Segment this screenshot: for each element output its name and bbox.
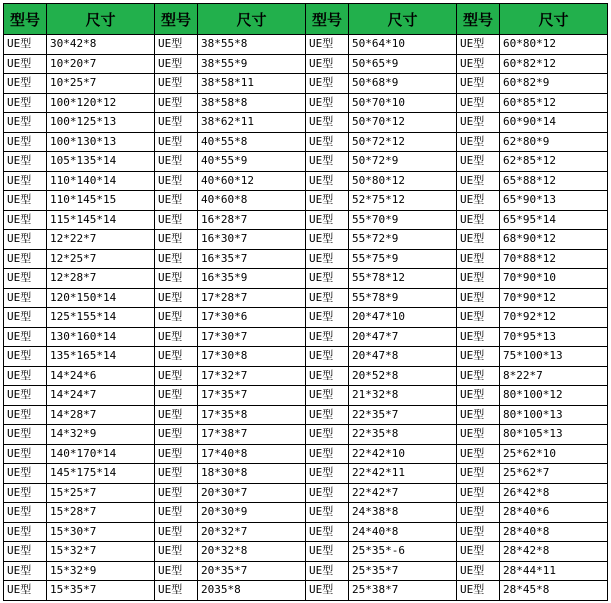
- table-row: [4, 464, 608, 484]
- size-cell: 17*35*8: [198, 405, 306, 425]
- type-cell: UE型: [155, 444, 198, 464]
- size-cell: 65*88*12: [500, 171, 608, 191]
- type-cell: UE型: [4, 171, 47, 191]
- table-row: [4, 308, 608, 328]
- size-cell: 25*35*-6: [349, 542, 457, 562]
- size-cell: 22*42*11: [349, 464, 457, 484]
- type-cell: UE型: [306, 210, 349, 230]
- type-cell: UE型: [4, 249, 47, 269]
- type-cell: UE型: [155, 483, 198, 503]
- size-cell: 17*35*7: [198, 386, 306, 406]
- size-cell: 22*42*10: [349, 444, 457, 464]
- size-cell: 55*75*9: [349, 249, 457, 269]
- size-cell: 65*95*14: [500, 210, 608, 230]
- size-cell: 55*70*9: [349, 210, 457, 230]
- type-cell: UE型: [457, 54, 500, 74]
- size-cell: 110*145*15: [47, 191, 155, 211]
- type-cell: UE型: [155, 54, 198, 74]
- type-cell: UE型: [306, 269, 349, 289]
- size-cell: 100*120*12: [47, 93, 155, 113]
- type-cell: UE型: [4, 405, 47, 425]
- type-cell: UE型: [306, 386, 349, 406]
- size-cell: 14*24*7: [47, 386, 155, 406]
- type-cell: UE型: [4, 308, 47, 328]
- type-cell: UE型: [306, 191, 349, 211]
- size-cell: 24*40*8: [349, 522, 457, 542]
- type-cell: UE型: [457, 74, 500, 94]
- type-cell: UE型: [457, 386, 500, 406]
- type-cell: UE型: [306, 288, 349, 308]
- type-cell: UE型: [4, 444, 47, 464]
- size-cell: 40*55*9: [198, 152, 306, 172]
- size-cell: 140*170*14: [47, 444, 155, 464]
- size-cell: 10*20*7: [47, 54, 155, 74]
- size-cell: 20*52*8: [349, 366, 457, 386]
- type-cell: UE型: [4, 386, 47, 406]
- size-cell: 125*155*14: [47, 308, 155, 328]
- type-cell: UE型: [4, 483, 47, 503]
- table-row: [4, 581, 608, 601]
- size-cell: 80*105*13: [500, 425, 608, 445]
- type-cell: UE型: [155, 132, 198, 152]
- type-cell: UE型: [4, 464, 47, 484]
- table-row: [4, 210, 608, 230]
- type-cell: UE型: [306, 581, 349, 601]
- type-cell: UE型: [155, 347, 198, 367]
- type-cell: UE型: [4, 347, 47, 367]
- type-cell: UE型: [155, 171, 198, 191]
- size-cell: 80*100*12: [500, 386, 608, 406]
- size-cell: 20*35*7: [198, 561, 306, 581]
- size-cell: 100*125*13: [47, 113, 155, 133]
- type-cell: UE型: [4, 35, 47, 55]
- type-cell: UE型: [306, 483, 349, 503]
- type-cell: UE型: [457, 230, 500, 250]
- size-cell: 50*72*12: [349, 132, 457, 152]
- size-cell: 20*30*7: [198, 483, 306, 503]
- type-cell: UE型: [306, 230, 349, 250]
- type-cell: UE型: [4, 191, 47, 211]
- size-cell: 52*75*12: [349, 191, 457, 211]
- type-cell: UE型: [306, 327, 349, 347]
- table-row: [4, 288, 608, 308]
- type-cell: UE型: [4, 74, 47, 94]
- type-cell: UE型: [457, 269, 500, 289]
- size-cell: 20*32*8: [198, 542, 306, 562]
- size-cell: 15*28*7: [47, 503, 155, 523]
- type-cell: UE型: [155, 269, 198, 289]
- type-cell: UE型: [155, 503, 198, 523]
- size-cell: 25*62*7: [500, 464, 608, 484]
- size-cell: 110*140*14: [47, 171, 155, 191]
- size-cell: 14*32*9: [47, 425, 155, 445]
- size-cell: 105*135*14: [47, 152, 155, 172]
- size-cell: 17*40*8: [198, 444, 306, 464]
- type-cell: UE型: [155, 308, 198, 328]
- size-cell: 80*100*13: [500, 405, 608, 425]
- type-cell: UE型: [306, 249, 349, 269]
- header-size-2: 尺寸: [198, 4, 306, 35]
- type-cell: UE型: [155, 327, 198, 347]
- type-cell: UE型: [155, 35, 198, 55]
- size-cell: 55*72*9: [349, 230, 457, 250]
- size-cell: 60*80*12: [500, 35, 608, 55]
- size-cell: 15*32*9: [47, 561, 155, 581]
- size-cell: 15*25*7: [47, 483, 155, 503]
- size-cell: 10*25*7: [47, 74, 155, 94]
- header-size-4: 尺寸: [500, 4, 608, 35]
- type-cell: UE型: [306, 308, 349, 328]
- size-cell: 100*130*13: [47, 132, 155, 152]
- type-cell: UE型: [4, 522, 47, 542]
- type-cell: UE型: [306, 35, 349, 55]
- type-cell: UE型: [457, 308, 500, 328]
- size-cell: 50*65*9: [349, 54, 457, 74]
- table-row: [4, 542, 608, 562]
- table-row: [4, 152, 608, 172]
- size-cell: 38*55*9: [198, 54, 306, 74]
- size-cell: 17*28*7: [198, 288, 306, 308]
- size-cell: 24*38*8: [349, 503, 457, 523]
- size-cell: 17*30*8: [198, 347, 306, 367]
- size-cell: 12*25*7: [47, 249, 155, 269]
- size-cell: 15*35*7: [47, 581, 155, 601]
- type-cell: UE型: [306, 405, 349, 425]
- type-cell: UE型: [4, 54, 47, 74]
- type-cell: UE型: [155, 191, 198, 211]
- size-cell: 38*55*8: [198, 35, 306, 55]
- size-cell: 135*165*14: [47, 347, 155, 367]
- size-cell: 50*70*10: [349, 93, 457, 113]
- table-row: [4, 132, 608, 152]
- type-cell: UE型: [4, 327, 47, 347]
- header-type-2: 型号: [155, 4, 198, 35]
- header-type-3: 型号: [306, 4, 349, 35]
- type-cell: UE型: [4, 561, 47, 581]
- size-cell: 115*145*14: [47, 210, 155, 230]
- type-cell: UE型: [457, 132, 500, 152]
- type-cell: UE型: [457, 249, 500, 269]
- size-cell: 28*40*6: [500, 503, 608, 523]
- type-cell: UE型: [4, 366, 47, 386]
- size-cell: 60*82*12: [500, 54, 608, 74]
- size-cell: 145*175*14: [47, 464, 155, 484]
- table-row: [4, 249, 608, 269]
- size-cell: 70*90*10: [500, 269, 608, 289]
- type-cell: UE型: [306, 561, 349, 581]
- type-cell: UE型: [306, 132, 349, 152]
- type-cell: UE型: [306, 171, 349, 191]
- type-cell: UE型: [306, 113, 349, 133]
- size-cell: 40*60*12: [198, 171, 306, 191]
- size-cell: 30*42*8: [47, 35, 155, 55]
- header-type-1: 型号: [4, 4, 47, 35]
- type-cell: UE型: [4, 132, 47, 152]
- type-cell: UE型: [457, 483, 500, 503]
- size-cell: 20*30*9: [198, 503, 306, 523]
- type-cell: UE型: [155, 386, 198, 406]
- type-cell: UE型: [155, 425, 198, 445]
- size-cell: 14*28*7: [47, 405, 155, 425]
- type-cell: UE型: [155, 366, 198, 386]
- type-cell: UE型: [457, 522, 500, 542]
- size-cell: 50*80*12: [349, 171, 457, 191]
- size-cell: 17*38*7: [198, 425, 306, 445]
- type-cell: UE型: [457, 464, 500, 484]
- size-cell: 50*72*9: [349, 152, 457, 172]
- size-cell: 20*47*8: [349, 347, 457, 367]
- size-cell: 17*30*7: [198, 327, 306, 347]
- table-row: [4, 405, 608, 425]
- type-cell: UE型: [457, 503, 500, 523]
- table-row: [4, 113, 608, 133]
- type-cell: UE型: [4, 269, 47, 289]
- size-cell: 16*35*9: [198, 269, 306, 289]
- type-cell: UE型: [4, 542, 47, 562]
- table-row: [4, 93, 608, 113]
- seal-size-table: [3, 3, 608, 601]
- type-cell: UE型: [306, 503, 349, 523]
- type-cell: UE型: [306, 74, 349, 94]
- size-cell: 25*35*7: [349, 561, 457, 581]
- type-cell: UE型: [155, 74, 198, 94]
- table-row: [4, 35, 608, 55]
- table-row: [4, 444, 608, 464]
- type-cell: UE型: [155, 288, 198, 308]
- type-cell: UE型: [155, 522, 198, 542]
- type-cell: UE型: [306, 425, 349, 445]
- type-cell: UE型: [306, 464, 349, 484]
- size-cell: 2035*8: [198, 581, 306, 601]
- type-cell: UE型: [4, 288, 47, 308]
- size-cell: 60*85*12: [500, 93, 608, 113]
- size-cell: 21*32*8: [349, 386, 457, 406]
- table-row: [4, 522, 608, 542]
- size-cell: 40*60*8: [198, 191, 306, 211]
- size-cell: 50*64*10: [349, 35, 457, 55]
- type-cell: UE型: [155, 210, 198, 230]
- size-cell: 16*30*7: [198, 230, 306, 250]
- type-cell: UE型: [457, 347, 500, 367]
- type-cell: UE型: [4, 93, 47, 113]
- size-cell: 50*68*9: [349, 74, 457, 94]
- type-cell: UE型: [457, 191, 500, 211]
- size-cell: 12*22*7: [47, 230, 155, 250]
- type-cell: UE型: [457, 171, 500, 191]
- type-cell: UE型: [306, 347, 349, 367]
- size-cell: 20*47*10: [349, 308, 457, 328]
- type-cell: UE型: [457, 425, 500, 445]
- size-cell: 20*47*7: [349, 327, 457, 347]
- type-cell: UE型: [306, 444, 349, 464]
- size-cell: 70*90*12: [500, 288, 608, 308]
- table-row: [4, 347, 608, 367]
- table-body: [4, 35, 608, 601]
- size-cell: 22*35*8: [349, 425, 457, 445]
- header-size-3: 尺寸: [349, 4, 457, 35]
- size-cell: 14*24*6: [47, 366, 155, 386]
- size-cell: 130*160*14: [47, 327, 155, 347]
- type-cell: UE型: [4, 425, 47, 445]
- type-cell: UE型: [457, 405, 500, 425]
- size-cell: 17*30*6: [198, 308, 306, 328]
- table-row: [4, 483, 608, 503]
- size-cell: 25*38*7: [349, 581, 457, 601]
- type-cell: UE型: [306, 542, 349, 562]
- type-cell: UE型: [457, 210, 500, 230]
- size-cell: 25*62*10: [500, 444, 608, 464]
- type-cell: UE型: [457, 542, 500, 562]
- size-cell: 22*35*7: [349, 405, 457, 425]
- type-cell: UE型: [155, 464, 198, 484]
- type-cell: UE型: [155, 230, 198, 250]
- type-cell: UE型: [155, 152, 198, 172]
- type-cell: UE型: [457, 444, 500, 464]
- size-cell: 15*30*7: [47, 522, 155, 542]
- size-cell: 62*85*12: [500, 152, 608, 172]
- type-cell: UE型: [306, 152, 349, 172]
- type-cell: UE型: [306, 93, 349, 113]
- table-row: [4, 171, 608, 191]
- type-cell: UE型: [155, 405, 198, 425]
- table-row: [4, 327, 608, 347]
- type-cell: UE型: [155, 113, 198, 133]
- type-cell: UE型: [155, 542, 198, 562]
- type-cell: UE型: [4, 503, 47, 523]
- type-cell: UE型: [155, 249, 198, 269]
- type-cell: UE型: [4, 152, 47, 172]
- table-row: [4, 230, 608, 250]
- size-cell: 65*90*13: [500, 191, 608, 211]
- size-cell: 70*88*12: [500, 249, 608, 269]
- type-cell: UE型: [306, 522, 349, 542]
- type-cell: UE型: [4, 113, 47, 133]
- type-cell: UE型: [306, 366, 349, 386]
- type-cell: UE型: [457, 581, 500, 601]
- type-cell: UE型: [155, 581, 198, 601]
- size-cell: 18*30*8: [198, 464, 306, 484]
- size-cell: 26*42*8: [500, 483, 608, 503]
- table-row: [4, 74, 608, 94]
- type-cell: UE型: [155, 561, 198, 581]
- size-cell: 60*82*9: [500, 74, 608, 94]
- size-cell: 60*90*14: [500, 113, 608, 133]
- table-row: [4, 54, 608, 74]
- type-cell: UE型: [4, 581, 47, 601]
- type-cell: UE型: [457, 288, 500, 308]
- size-cell: 20*32*7: [198, 522, 306, 542]
- size-cell: 28*40*8: [500, 522, 608, 542]
- size-cell: 28*44*11: [500, 561, 608, 581]
- header-size-1: 尺寸: [47, 4, 155, 35]
- size-cell: 70*92*12: [500, 308, 608, 328]
- table-row: [4, 503, 608, 523]
- table-row: [4, 191, 608, 211]
- size-cell: 120*150*14: [47, 288, 155, 308]
- type-cell: UE型: [457, 327, 500, 347]
- type-cell: UE型: [457, 152, 500, 172]
- table-row: [4, 366, 608, 386]
- size-cell: 38*58*8: [198, 93, 306, 113]
- type-cell: UE型: [457, 93, 500, 113]
- type-cell: UE型: [155, 93, 198, 113]
- table-row: [4, 386, 608, 406]
- size-cell: 12*28*7: [47, 269, 155, 289]
- table-row: [4, 561, 608, 581]
- size-cell: 38*58*11: [198, 74, 306, 94]
- size-cell: 17*32*7: [198, 366, 306, 386]
- size-cell: 55*78*12: [349, 269, 457, 289]
- type-cell: UE型: [457, 366, 500, 386]
- type-cell: UE型: [4, 210, 47, 230]
- header-type-4: 型号: [457, 4, 500, 35]
- size-cell: 16*35*7: [198, 249, 306, 269]
- type-cell: UE型: [457, 35, 500, 55]
- table-row: [4, 269, 608, 289]
- size-cell: 15*32*7: [47, 542, 155, 562]
- size-cell: 38*62*11: [198, 113, 306, 133]
- type-cell: UE型: [457, 113, 500, 133]
- size-cell: 50*70*12: [349, 113, 457, 133]
- size-cell: 70*95*13: [500, 327, 608, 347]
- size-cell: 75*100*13: [500, 347, 608, 367]
- size-cell: 40*55*8: [198, 132, 306, 152]
- size-cell: 28*45*8: [500, 581, 608, 601]
- size-cell: 28*42*8: [500, 542, 608, 562]
- size-cell: 22*42*7: [349, 483, 457, 503]
- size-cell: 68*90*12: [500, 230, 608, 250]
- size-cell: 55*78*9: [349, 288, 457, 308]
- size-cell: 62*80*9: [500, 132, 608, 152]
- type-cell: UE型: [306, 54, 349, 74]
- type-cell: UE型: [457, 561, 500, 581]
- type-cell: UE型: [4, 230, 47, 250]
- size-cell: 16*28*7: [198, 210, 306, 230]
- table-row: [4, 425, 608, 445]
- size-cell: 8*22*7: [500, 366, 608, 386]
- header-row: [4, 4, 608, 35]
